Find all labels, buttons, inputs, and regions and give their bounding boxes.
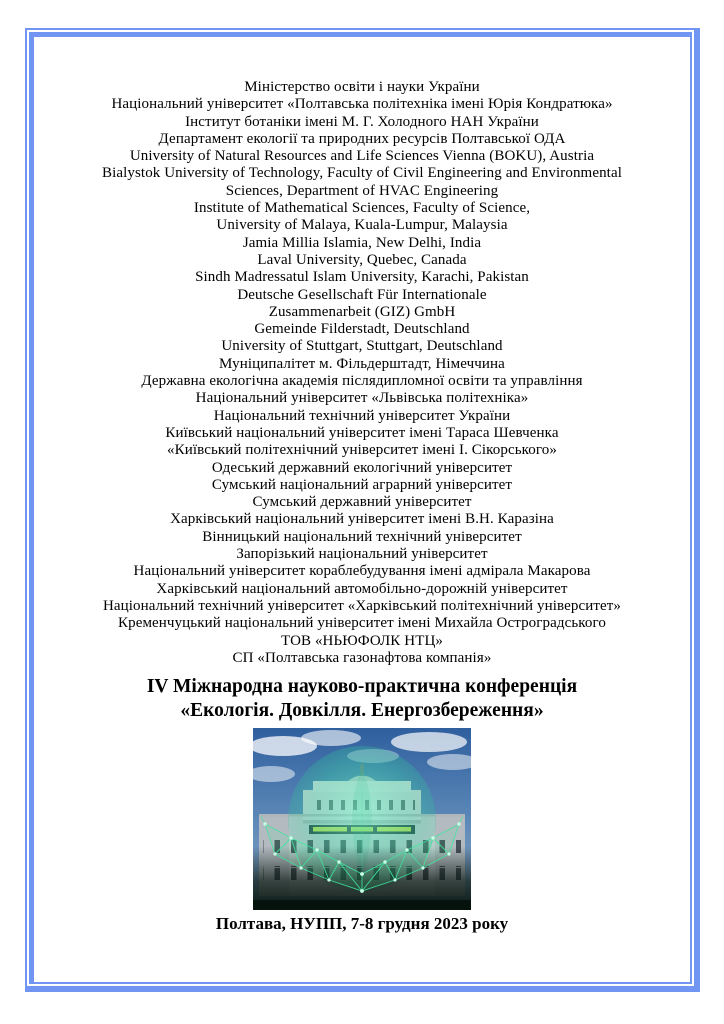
organization-line: Bialystok University of Technology, Faculty of Civil Engineering and Environmental [102, 165, 622, 182]
organization-line: Jamia Millia Islamia, New Delhi, India [242, 234, 482, 251]
organization-line: ТОВ «НЬЮФОЛК НТЦ» [281, 632, 443, 649]
conference-title [34, 675, 690, 723]
organization-line: University of Natural Resources and Life Sciences Vienna (BOKU), Austria [129, 148, 595, 165]
organization-line: Національний технічний університет України [213, 407, 511, 424]
organization-line: Міністерство освіти і науки України [244, 79, 480, 95]
page-border-frame-inner [29, 32, 692, 984]
conference-photo [253, 728, 471, 910]
organization-line: Institute of Mathematical Sciences, Faculty of Science, [193, 200, 531, 217]
organization-line: СП «Полтавська газонафтова компанія» [232, 649, 492, 666]
organization-line: Національний технічний університет «Харківський політехнічний університет» [102, 597, 622, 614]
organization-line: Національний університет кораблебудування імені адмірала Макарова [133, 563, 591, 580]
conference-title-line2: «Екологія. Довкілля. Енергозбереження» [180, 700, 544, 722]
photo-bottom-strip [253, 900, 471, 910]
building-globe-illustration [253, 728, 471, 910]
organization-line: «Київський політехнічний університет імені І. Сікорського» [167, 442, 557, 459]
organization-line: Сумський державний університет [252, 494, 472, 511]
organization-line: Sciences, Department of HVAC Engineering [225, 182, 499, 199]
organization-line: Сумський національний аграрний університет [211, 476, 513, 493]
organization-line: Державна екологічна академія післядипломної освіти та управління [141, 373, 583, 390]
organization-line: Харківський національний університет імені В.Н. Каразіна [170, 511, 554, 528]
organization-line: Zusammenarbeit (GIZ) GmbH [268, 303, 456, 320]
organization-line: Gemeinde Filderstadt, Deutschland [254, 321, 470, 338]
organization-line: Департамент екології та природних ресурсів Полтавської ОДА [158, 130, 566, 147]
organizations-list [34, 79, 690, 667]
footer-date-line: Полтава, НУПП, 7-8 грудня 2023 року [215, 914, 509, 934]
organization-line: Національний університет «Полтавська політехніка імені Юрія Кондратюка» [111, 96, 613, 113]
organization-line: Національний університет «Львівська політехніка» [195, 390, 529, 407]
organization-line: Інститут ботаніки імені М. Г. Холодного НАН України [185, 113, 539, 130]
organization-line: Одеський державний екологічний університет [211, 459, 513, 476]
organization-line: Київський національний університет імені Тараса Шевченка [165, 424, 559, 441]
organization-line: Laval University, Quebec, Canada [257, 251, 467, 268]
organization-line: University of Stuttgart, Stuttgart, Deutschland [221, 338, 503, 355]
organization-line: Муніципалітет м. Фільдерштадт, Німеччина [219, 355, 505, 372]
organization-line: Вінницький національний технічний університет [202, 528, 522, 545]
organization-line: Sindh Madressatul Islam University, Karachi, Pakistan [195, 269, 529, 286]
organization-line: Запорізький національний університет [236, 546, 488, 563]
page-border-frame [25, 28, 700, 992]
organization-line: University of Malaya, Kuala-Lumpur, Malaysia [216, 217, 508, 234]
conference-title-line1: IV Міжнародна науково-практична конференція [146, 676, 578, 698]
organization-line: Харківський національний автомобільно-дорожній університет [156, 580, 568, 597]
organization-line: Deutsche Gesellschaft Für Internationale [237, 286, 487, 303]
organization-line: Кременчуцький національний університет імені Михайла Остроградського [117, 615, 607, 632]
